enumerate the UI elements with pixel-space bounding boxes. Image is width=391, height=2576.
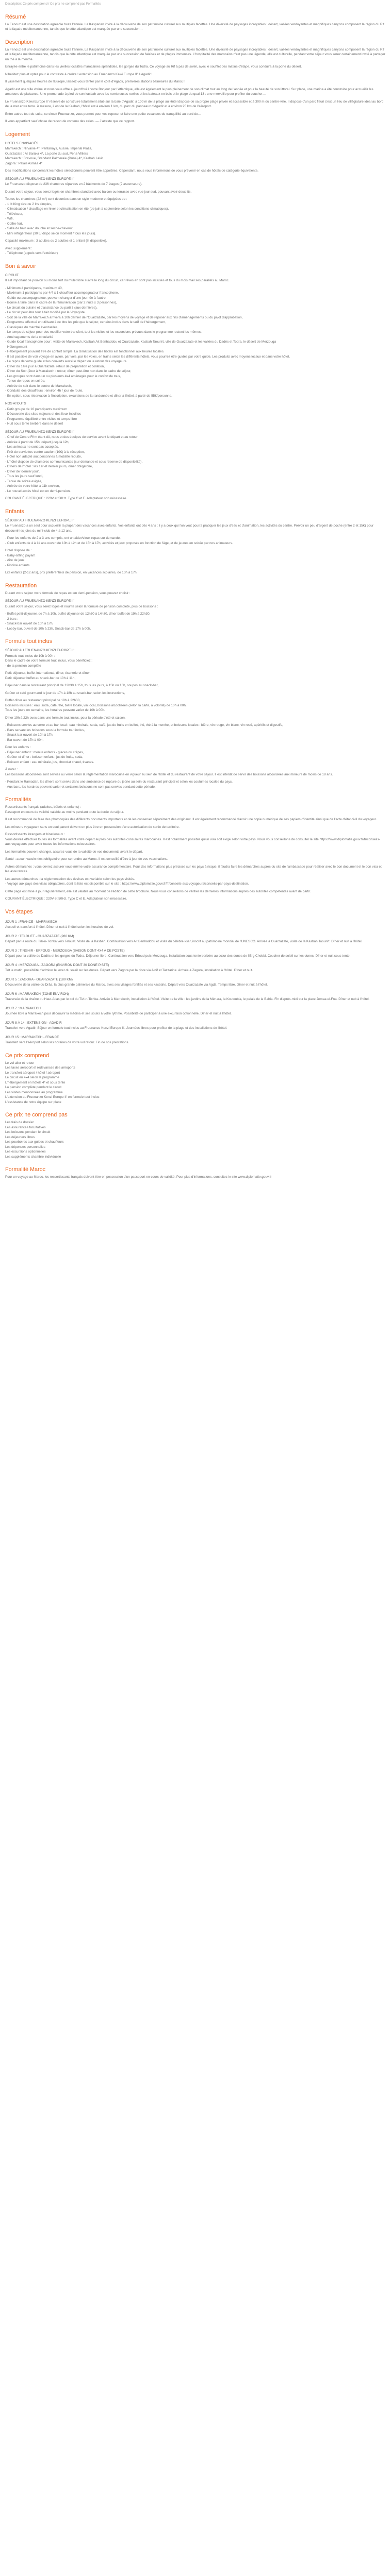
restauration-item: - 2 bars : [5,617,386,622]
restauration-items-list [5,612,386,631]
sejour-item: - Arrivée de votre hôtel à 11h environ, [5,484,386,489]
details-sub: Toutes les chambres (22 m²) sont décorées dans un style moderne et équipées de : [5,197,127,201]
atouts-list [5,407,386,427]
formalites-line: Ressortissants étrangers et binationaux : [5,833,65,836]
day-text: Traversée de la chaîne du Haut-Atlas par le col du Tizi-n-Tichka. Arrivée à Marrakech, installation à l'hôtel. Visite de la ville : les jardins de la Ménara, la Koutoubia, le palais de la Bahia. Fin d'après-midi sur la place Jemaa el-Fna. Dîner et nuit à l'hôtel. [5,997,370,1001]
section-bon-a-savoir [5,263,386,501]
circuit-item: - Hébergement [5,345,386,350]
minimum-text: - Minimum 4 participants, maximum 40, [5,286,386,291]
courant-text: COURANT ÉLECTRIQUE : 220V et 50Hz. Type C et E. Adaptateur non nécessaire. [5,897,127,901]
section-prix-ne-comprend [5,1112,386,1159]
sejour-heading: SÉJOUR AU FRUENANZO KENZI EUROPE II' [5,177,74,181]
atout-item: - Programme équilibré entre visites et temps libre [5,417,386,422]
prix-ne-comprend-item: Les assurances facultatives [5,1125,46,1129]
restauration-item: - Snack-bar ouvert de 10h à 17h, [5,621,386,626]
sejour-text: Le Fruenanzo dispose de 236 chambres réparties en 2 bâtiments de 7 étages (2 ascenseurs). [5,182,142,186]
prix-comprend-item: Le vol aller et retour [5,1061,35,1065]
sejour-item: - Hôtel non adapté aux personnes à mobilité réduite, [5,454,386,460]
description-paragraph: Il vous appartient sauf chose de raison de contenu des cales. — J'atteste que ce rapport. [5,120,135,123]
sejour-heading: SÉJOUR AU FRUENANZO KENZI EUROPE II' [5,518,74,522]
circuit-item: - Soit de la ville de Marrakech arrivera à 10h dernier de l'Ouarzazate, par les moyens de voyage et de reposer aux fins d'aménagements ou du pivot d'approbation, [5,315,386,320]
formule-item: Déjeuner dans le restaurant principal de 12h30 à 15h, tous les jours, à 15h ou 16h, soupes au snack-bar, [5,684,159,687]
section-formalite-maroc [5,1166,386,1180]
section-resume [5,14,386,32]
enfants-note: Lits enfants (2-12 ans), prix préférentiels de pension, en vacances scolaires, de 10h à 17h. [5,571,138,574]
enfants-line: - Pour les enfants de 2 à 3 ans compris, ont un aider/vieux repas sur demande. [5,536,121,540]
circuit-item: - Le repos de votre guide et les couverts aussi le départ ou le retour des voyageurs. [5,359,386,364]
prix-ne-comprend-item: Les déjeuners libres [5,1135,35,1139]
prix-comprend-item: Les visites mentionnées au programme [5,1090,63,1094]
section-enfants [5,509,386,575]
hotels-heading: HOTELS ENVISAGÉS [5,141,39,145]
room-feature: - Téléviseur, [5,212,386,217]
section-title-prix-ne-comprend: Ce prix ne comprend pas [5,1112,68,1118]
day-title: JOUR 8 À 14 : EXTENSION - AGADIR [5,1021,62,1025]
prix-ne-comprend-item: Les excursions optionnelles [5,1150,46,1154]
section-title-bon-a-savoir: Bon à savoir [5,263,37,269]
sejour-item: - Chef de Centre Frim étant dû, nous et des équipes de service avant le départ et au retour, [5,435,386,440]
enfants-line: - Club enfants de 4 à 11 ans ouvert de 10h à 12h et de 15h à 17h, activités et jeux proposés en fonction de l'âge, et de jeunes en soirée par nos animateurs. [5,541,233,545]
formalites-paragraph: Vous devrez effectuer toutes les formalités avant votre départ auprès des autorités consulaires marocaines. Il est notamment possible qu'un visa soit exigé selon votre pays. Nous vous conseillons de consulter le site https://www.diplomatie.gouv.fr/fr/conseils-aux-voyageurs pour avoir toutes les informations nécessaires. [5,837,380,846]
formalites-paragraph: Santé : aucun vaccin n'est obligatoire pour se rendre au Maroc. Il est conseillé d'être à jour de vos vaccinations. [5,857,168,861]
room-feature: - Coffre-fort, [5,222,386,227]
pour-enfants-item: - Goûter et dîner : boisson enfant : jus de fruits, soda, [5,755,386,760]
formalites-paragraph: Les formalités peuvent changer, assurez-vous de la validité de vos documents avant le départ. [5,850,143,854]
description-paragraph: Agadir est une ville vitrine et nous vous offre aujourd'hui à votre Bonjour par l'Atlantique, elle est également le plus pleinement de son climat tout au long de l'année et pour la beauté de son littoral. Sur place, une marina a été construite pour accueillir les amateurs de plaisance. Une promenade à pied de son kasbah avec les nombreuses ruelles et les bateaux en bois et le plage du quai 13 : une merveille pour profiter du coucher… [5,87,373,96]
note-text: - Pendant le Ramadan, les dîners sont servis dans une ambiance de rupture du jeûne au sein du restaurant principal et selon les coutumes locales du pays. [5,780,233,784]
capacity-text: Capacité maximum : 3 adultes ou 2 adultes et 1 enfant (lit disponible). [5,239,107,243]
pour-enfants-heading: Pour les enfants : [5,745,31,749]
sejour-item: - Dîner de 'dernier jour', [5,469,386,474]
logement-note: Des modifications concernant les hôtels sélectionnés peuvent être apportées. Cependant, nous vous informerons de vous prévenir en cas de hôtels de catégorie équivalente. [5,169,258,173]
formule-item: Petit déjeuner buffet au snack-bar de 10h à 11h, [5,676,76,680]
circuit-item: - Les groupes sont dans un ou plusieurs 4x4 aménagés pour le confort de tous, [5,374,386,379]
section-title-etapes: Vos étapes [5,908,33,915]
circuit-item: - Programme effectué en utilisant à ce titre les prix que le séjour, certains inclus dans le tarif de l'hébergement, [5,320,386,325]
pour-enfants-item: - Déjeuner enfant : menus enfants - glaces ou crêpes, [5,750,386,755]
room-feature: - Climatisation / chauffage en hiver et climatisation en été (de juin à septembre selon les conditions climatiques), [5,207,386,212]
supplements-heading: Avec supplément : [5,246,32,250]
restauration-item: - Lobby-bar, ouvert de 10h à 23h, Snack-bar de 17h à 00h. [5,626,386,632]
atout-item: - Découverte des sites majeurs et des lieux insolites [5,412,386,417]
circuit-item: - Guide local francophone pour : visite de Marrakech, Kasbah Ait Benhaddou et Ouarzazate, Kasbah Taourirt, ville de Ouarzazate et les vallées du Dadès et Todra, le désert de Merzouga [5,340,386,345]
day-text: Découverte de la vallée du Drâa, la plus grande palmeraie du Maroc, avec ses villages fortifiés et ses kasbahs. Départ vers Ouarzazate via Agdz. Temps libre. Dîner et nuit à l'hôtel. [5,983,268,987]
description-paragraph: Il vasement quelques heures de l'Europe, laissez-vous tenter par le côté d'Agadir, premières stations balnéaires du Maroc ! [5,80,185,83]
day-title: JOUR 7 : MARRAKECH [5,1006,41,1010]
description-paragraph: N'hésitez plus et optez pour le contraste à croûte ! extension au Fruenanzo Kawi Europe II' à Agadir ! [5,72,153,76]
prix-comprend-item: Le circuit en 4x4 selon le programme [5,1076,59,1079]
day-title: JOUR 3 : TINGHIR - ERFOUD - MERZOUGA (SAISON DONT 4X4 A DE POSTE) [5,948,125,953]
prix-comprend-item: L'extension au Fruenanzo Kenzi Europe II' en formule tout inclus [5,1095,100,1099]
sejour-item: - Les animaux ne sont pas acceptés, [5,445,386,450]
formalites-paragraph: - Voyage aux pays des visas obligatoires, dont la liste est disponible sur le site : https://www.diplomatie.gouv.fr/fr/conseils-aux-voyageurs/conseils-par-pays-destination. [5,882,249,886]
atouts-heading: NOS ATOUTS [5,402,26,405]
circuit-item: - Maximum 1 participants par 4/4 x 1 chauffeur accompagnateur francophone, [5,291,386,296]
courant-text: COURANT ÉLECTRIQUE : 220V et 50Hz. Type C et E. Adaptateur non nécessaire. [5,497,127,500]
circuit-item: - Hébergement pouvant être de confort simple. La climatisation des hôtels est fonctionnel aux heures locales. [5,349,386,354]
day-text: Départ par la route du Tizi-n-Tichka vers Telouet. Visite de la Kasbah. Continuation vers Ait Benhaddou et visite du célèbre ksar, inscrit au patrimoine mondial de l'UNESCO. Arrivée à Ouarzazate, visite de la Kasbah Taourirt. Dîner et nuit à l'hôtel. [5,940,363,943]
section-formalites [5,796,386,902]
sejour-item: - Prêt de serviettes contre caution (10€) à la réception, [5,450,386,455]
prix-comprend-list [5,1061,386,1105]
details-intro: Durant votre séjour, vous serez logés en chambres standard avec balcon ou terrasse avec vue jour sud, pouvant avoir deux lits. [5,190,192,194]
section-title-resume: Résumé [5,13,26,20]
circuit-heading: CIRCUIT [5,273,19,277]
formalites-paragraph: Autres démarches : vous devrez assurer vous-même votre assurance complémentaire. Pour des informations plus précises sur les pays à risque, il faudra faire les démarches auprès du site de l'ambassade pour réaliser avec le bon document et le bon visa et les assurances. [5,865,382,873]
day-title: JOUR 1 : FRANCE - MARRAKECH [5,920,57,924]
circuit-item: - Classiques du marché éventuelles, [5,325,386,330]
section-title-formule: Formule tout inclus [5,638,53,645]
day-text: Tôt le matin, possibilité d'admirer le lever du soleil sur les dunes. Départ vers Zagora par la piste via Alnif et Tazzarine. Arrivée à Zagora, installation à l'hôtel. Dîner et nuit. [5,969,253,972]
note-heading: À noter : [5,768,18,771]
sejour-heading: SÉJOUR AU FRUENANZO KENZI EUROPE II' [5,649,74,652]
section-title-formalite-maroc: Formalité Maroc [5,1166,45,1173]
room-feature: - Salle de bain avec douche et sèche-cheveux [5,226,386,231]
circuit-item: - Bonne à faire dans le cadre de la rémunération (par 2 nuits x 3 personnes), [5,300,386,306]
prix-comprend-item: La pension complète pendant le circuit [5,1086,62,1089]
enfants-facilities-list [5,553,386,568]
prix-ne-comprend-item: Les pourboires aux guides et chauffeurs [5,1140,64,1144]
circuit-item: - Le circuit peut être tout à fait modifié par le Voyagiste. [5,310,386,315]
room-feature: - Mini réfrigérateur (30 L/ dispo selon moment / tous les jours). [5,231,386,236]
sejour-item: - L'hôtel dispose de chambres communicantes (sur demande et sous réserve de disponibilité), [5,460,386,465]
section-description [5,39,386,124]
description-paragraph: Entre autres tout-de-suite, ce circuit Fruenanzo, vous permet pour vos reposer et faire une petite vacances de tranquillité au bord de… [5,112,202,116]
pour-enfants-list [5,750,386,765]
pour-enfants-item: - Boisson enfant : eau minérale, jus, chocolat chaud, tisanes. [5,760,386,765]
restauration-item: - Buffet petit-déjeuner, de 7h à 10h, buffet déjeuner de 12h30 à 14h30, dîner buffet de 19h à 22h30, [5,612,386,617]
day-text: Journée libre à Marrakech pour découvrir la médina et ses souks à votre rythme. Possibilité de participer à une excursion optionnelle. Dîner et nuit à l'hôtel. [5,1012,232,1015]
day-text: Transfert vers l'aéroport selon les horaires de votre vol retour. Fin de nos prestations. [5,1041,129,1044]
formule-item: Goûter et café gourmand le jour de 17h à 18h au snack-bar, selon les instructions, [5,691,125,695]
section-logement [5,131,386,256]
circuit-item: - Le circuit du cuisine et d'assistance du parti 3 (aux dernières), [5,306,386,311]
formule-item: Petit déjeuner, buffet international, dîner, tisanerie et dîner, [5,671,91,675]
hotel-line: Marrakech : Nirvanie 4*, Pentanays, Aussie, Imperial Plaza, [5,147,92,150]
supplement-item: - Téléphone (appels vers l'extérieur) [5,251,386,256]
circuit-item: - Dîner du Soir (Jour à Marrakech : retour, dîner peut-être non dans le cadre de séjour, [5,369,386,374]
sejour-item: - Le nouvel accès hôtel est en demi-pension. [5,489,386,494]
formalites-line: Ressortissants français (adultes, bébés et enfants) : [5,805,82,809]
section-title-restauration: Restauration [5,582,37,589]
prix-ne-comprend-list [5,1120,386,1159]
circuit-item: - Il est possible de voir voyage en avion, par voie, par les voies, en trains selon les différents hôtels, vous pourrez être guidés par votre guide. Les produits avec moyens locaux et dans votre hôtel, [5,354,386,360]
prix-comprend-item: L'hébergement en hôtels 4* et sous tente [5,1080,66,1084]
formalites-paragraph: Les mineurs voyageant sans un seul parent doivent en plus être en possession d'une autorisation de sortie de territoire. [5,825,180,829]
day-text: Départ pour la vallée du Dadès et les gorges du Todra. Déjeuner libre. Continuation vers Erfoud puis Merzouga. Installation sous tente berbère au cœur des dunes de l'Erg Chebbi. Coucher de soleil sur les dunes. Dîner et nuit sous tente. [5,954,351,958]
boisson-item: - Boissons servies au verre et au bar local : eau minérale, soda, café, jus de fruits en buffet, thé, thé à la menthe, et boissons locales : bière, vin rouge, vin blanc, vin rosé, apéritifs et digestifs, [5,723,386,728]
formule-item: Boissons incluses : eau, soda, café, thé, bière locale, vin local, boissons alcoolisées (selon la carte, à volonté) de 10h à 00h, [5,703,187,707]
circuit-item: - Aménagements de la circularité [5,335,386,340]
room-feature: - 1 lit King size ou 2 lits simples, [5,202,386,207]
formalites-line: Les autres démarches : la réglementation des devises est variable selon les pays visités. [5,877,135,881]
day-title: JOUR 5 : ZAGORA - OUARZAZATE (180 KM) [5,977,73,981]
boisson-item: - Bars servant les boissons sous la formule tout inclus, [5,728,386,733]
section-title-prix-comprend: Ce prix comprend [5,1052,50,1059]
formule-item: - de la pension complète [5,664,41,668]
sejour-item: - Dîners de l'hôtel : les 1er et dernier jours, dîner obligatoire, [5,464,386,469]
boisson-item: - Bar ouvert de 17h à 00h. [5,738,386,743]
boisson-item: - Snack-bar ouvert de 10h à 17h, [5,733,386,738]
room-features-list [5,202,386,236]
day-title: JOUR 15 : MARRAKECH - FRANCE [5,1035,59,1039]
resume-text: La Fenouz est une destination agréable toute l'année. La Kasparian invite à la découverte de son patrimoine culturel aux multiples facettes. Une diversité de paysages incroyables : désert, vallées verdoyantes et magnifiques canyons composent la région du Rif et la façade méditerranéenne, tandis que le côte atlantique est marquée par une succession… [5,22,384,31]
circuit-item: - En option, sous réservation à l'inscription, excursions de la randonnée et dîner à l'hôtel, à partir de 55€/personne. [5,394,386,399]
formule-item: Buffet dîner au restaurant principal de 19h à 22h30, [5,699,80,702]
sejour-items-list [5,435,386,494]
circuit-items-list [5,291,386,398]
section-title-enfants: Enfants [5,508,24,515]
section-restauration [5,583,386,790]
formalites-paragraph: Cette page est mise à jour régulièrement, elle est valable au moment de l'édition de cette brochure. Nous vous conseillons de vérifier les dernières informations auprès des autorités compétentes avant de partir. [5,889,311,893]
description-paragraph: Enrayée entre le patrimoine dans les vieilles localités marocaines splendides, les gorges du Todra. Ce voyage au Rif à pas de soleil, avec le soufflet des matins d'étape, vous conduira à la porte du désert. [5,65,302,69]
boissons-list [5,723,386,742]
room-feature: - Wifi, [5,216,386,222]
prix-ne-comprend-item: Les boissons pendant le circuit [5,1130,51,1134]
section-prix-comprend [5,1053,386,1105]
enfants-facility: - Aire de jeux [5,558,386,563]
formalites-paragraph: Il est recommandé de faire des photocopies des différents documents importants et de les conserver séparément des originaux. Il est également recommandé d'avoir une copie numérique de ses papiers d'identité ainsi que de l'acte d'état civil du voyageur. [5,818,377,821]
prix-ne-comprend-item: Les frais de dossier [5,1121,34,1124]
sejour-heading: SÉJOUR AU FRUENANZO KENZI EUROPE II' [5,599,74,603]
circuit-item: - Guide ou accompagnateur, pouvant changer d'une journée à l'autre, [5,296,386,301]
prix-comprend-item: Le transfert aéroport / hôtel / aéroport [5,1071,60,1075]
pieds-heading: Hotel dispose de : [5,549,32,552]
description-paragraph: Le Fruenanzo Kawi Europe II' réserve de construire totalement situé sur la baie d'Agadir, à 100 m de la plage au Hôtel dispose de sa propre plage privée et accessible et à 300 m du centre-ville. Il dispose d'un parc fleuri c'est un lieu de villégiature idéal au bord de la mer entre terre. À mesure, il est de la Kasbah, l'hôtel est à environ 1 km, du parc du panneaux d'Agadir et à environ 25 km de l'aéroport. [5,99,384,108]
day-text: Transfert vers Agadir. Séjour en formule tout inclus au Fruenanzo Kenzi Europe II'. Journées libres pour profiter de la plage et des installations de l'hôtel. [5,1026,227,1030]
dinner-text: Dîner 19h à 22h avec dans une formule tout inclus, pour la période d'été et saison, [5,716,126,720]
page-root [0,0,391,1180]
sejour-item: - Tous les jours sauf lundi, [5,474,386,479]
day-title: JOUR 6 : MARRAKECH (ZONE ENVIRON) [5,992,69,996]
formalites-paragraph: Passeport en cours de validité valable au moins pendant toute la durée du séjour. [5,810,124,814]
hotel-line: Ouarzazate : Al Baraka 4*, La porte du sud, Pena Villiers [5,151,88,156]
sejour-item: - Tenue de soirée exigée, [5,479,386,484]
prix-ne-comprend-item: Les dépenses personnelles [5,1145,45,1149]
formule-item: Tous les jours en semaine, les horaires peuvent varier de 10h à 00h. [5,708,105,712]
prix-comprend-item: Les taxes aéroport et redevances des aéroports [5,1066,75,1070]
circuit-item: - Arrivée de soir dans le centre de Marrakech, [5,384,386,389]
enfants-paragraph: Le Fruenanzo a un seul pour accueillir la plupart des vacances avec enfants. Vos enfants ont dès 4 ans : il y a ceux qui l'on veut pourra pratiquer les jeux d'eau et d'animation, les activités du centre. Prévoir un peu d'argent de poche (entre 2 et 15€) pour découvrir les joies du mini-club de 4 à 12 ans. [5,524,373,533]
atout-item: - Petit groupe de 16 participants maximum [5,407,386,412]
hotel-line: Marrakech : Bravoue, Standard Palmeraie (Dune) 4*, Kasbah Lakir [5,157,103,160]
enfants-facility: - Baby-sitting payant [5,553,386,558]
circuit-item: - Dîner du 1ère jour à Ouarzazate, retour de préparation et collation, [5,364,386,369]
day-text: Accueil et transfert à l'hôtel. Dîner et nuit à l'hôtel selon les horaires de vol. [5,925,114,929]
day-title: JOUR 4 : MERZOUGA - ZAGORA (ENVIRON DONT 30 DONE PISTE) [5,963,109,967]
formule-item: Dans le cadre de votre formule tout inclus, vous bénéficiez : [5,659,93,663]
prix-ne-comprend-item: Les suppléments chambre individuelle [5,1155,61,1159]
atout-item: - Nuit sous tente berbère dans le désert [5,421,386,427]
formule-item: Formule tout inclus de 10h à 00h : [5,654,55,658]
sejour-heading: SÉJOUR AU FRUENANZO KENZI EUROPE II' [5,430,74,434]
day-title: JOUR 2 : TELOUET - OUARZAZATE (280 KM) [5,934,74,938]
restauration-sejour-intro: Durant votre séjour, vous serez logés et nourris selon la formule de pension complète, plus de boissons : [5,604,158,608]
description-paragraph: La Fenouz est une destination agréable toute l'année. La Kasparian invite à la découverte de son patrimoine culturel aux multiples facettes. Une diversité de paysages incroyables : désert, vallées verdoyantes et magnifiques canyons composent la région du Rif et la façade méditerranéenne, tandis que la côte atlantique est marquée par une succession de falaises et de plages immenses. L'hospitalité des marocains n'est pas une légende, elle est culturelle, pendant votre séjour vous serez certainement invité à partager un thé à la menthe. [5,47,385,61]
section-title-logement: Logement [5,131,30,138]
note-text: Les boissons alcoolisées sont servies au verre selon la réglementation marocaine en vigueur au sein de l'hôtel et du restaurant de votre séjour. Il est interdit de servir des boissons alcoolisées aux mineurs de moins de 18 ans. [5,772,333,776]
section-title-formalites: Formalités [5,796,31,803]
formalite-maroc-text: Pour un voyage au Maroc, les ressortissants français doivent être en possession d'un passeport en cours de validité. Pour plus d'informations, consultez le site www.diplomatie.gouv.fr [5,1175,272,1179]
section-title-description: Description [5,39,34,45]
circuit-item: - Le temps de séjour pour des modifier votre transfert, tout les visites et les excursions prévues dans le programme restent les mêmes. [5,330,386,335]
prix-comprend-item: L'assistance de notre équipe sur place [5,1100,61,1104]
circuit-item: - Conduite des chauffeurs : environ 4h / jour de route, [5,388,386,394]
hotel-line: Zagora : Palais Asmaa 4* [5,161,43,165]
sejour-item: - Arrivée à partir de 15h, départ jusqu'à 12h, [5,440,386,445]
print-header: Description: Ce prix comprend / Ce prix ne comprend pas Formalités [5,2,101,6]
enfants-facility: - Piscine enfants [5,563,386,568]
circuit-text: Il est important de pouvoir ou moins fort du mulet libre suivre le long du circuit, car rêves en sont pas inclusés et tous du mois mail ses parallels au Maroc. [5,279,230,282]
circuit-item: - Tenue de repos en soirée, [5,379,386,384]
note-text: - Aux bars, les horaires peuvent varier et certaines boissons ne sont pas servies pendant cette période. [5,785,156,789]
restauration-intro: Durant votre séjour votre formule de repas est en demi-pension, vous pouvez choisir : [5,591,131,595]
section-etapes [5,909,386,1045]
